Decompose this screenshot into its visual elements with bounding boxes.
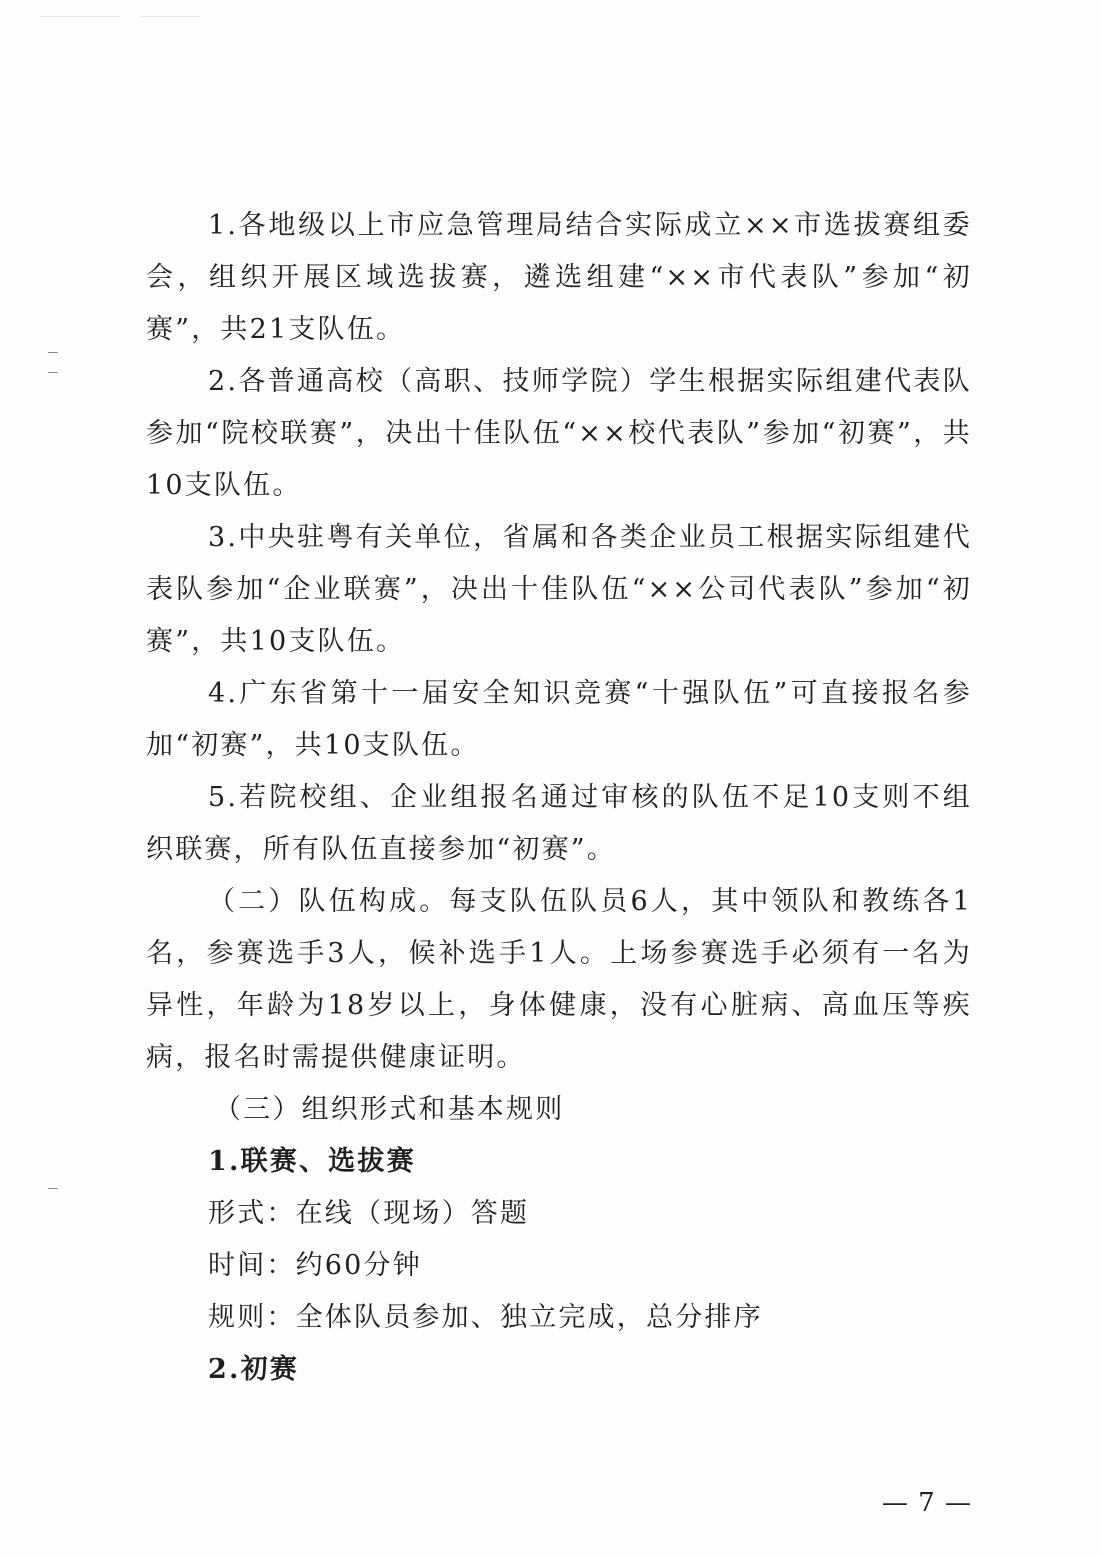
paragraph-insufficient-teams: 5.若院校组、企业组报名通过审核的队伍不足10支则不组织联赛，所有队伍直接参加“初赛”。 [146,782,972,865]
format-line: 形式：在线（现场）答题 [208,1198,530,1229]
scan-edge-mark [40,16,120,17]
margin-tick [48,1188,58,1189]
margin-tick [48,352,58,353]
subheading-preliminary: 2.初赛 [208,1354,299,1385]
paragraph-enterprise-league: 3.中央驻粤有关单位，省属和各类企业员工根据实际组建代表队参加“企业联赛”，决出十佳队伍“××公司代表队”参加“初赛”，共10支队伍。 [146,522,972,657]
document-body [146,200,972,1396]
subheading-league: 1.联赛、选拔赛 [208,1146,416,1177]
section-heading: （三）组织形式和基本规则 [214,1094,565,1125]
paragraph-college-league: 2.各普通高校（高职、技师学院）学生根据实际组建代表队参加“院校联赛”，决出十佳队伍“××校代表队”参加“初赛”，共10支队伍。 [146,366,972,501]
paragraph-top-ten: 4.广东省第十一届安全知识竞赛“十强队伍”可直接报名参加“初赛”，共10支队伍。 [146,678,972,761]
margin-tick [48,372,58,373]
page-number: — 7 — [881,1488,972,1518]
paragraph-city-selection: 1.各地级以上市应急管理局结合实际成立××市选拔赛组委会，组织开展区域选拔赛，遴选组建“××市代表队”参加“初赛”，共21支队伍。 [146,210,972,345]
time-line: 时间：约60分钟 [208,1250,422,1281]
paragraph-team-composition: （二）队伍构成。每支队伍队员6人，其中领队和教练各1名，参赛选手3人，候补选手1人。上场参赛选手必须有一名为异性，年龄为18岁以上，身体健康，没有心脏病、高血压等疾病，报名时需提供健康证明。 [146,886,972,1073]
rules-line: 规则：全体队员参加、独立完成，总分排序 [208,1302,763,1333]
scan-edge-mark [140,16,200,17]
